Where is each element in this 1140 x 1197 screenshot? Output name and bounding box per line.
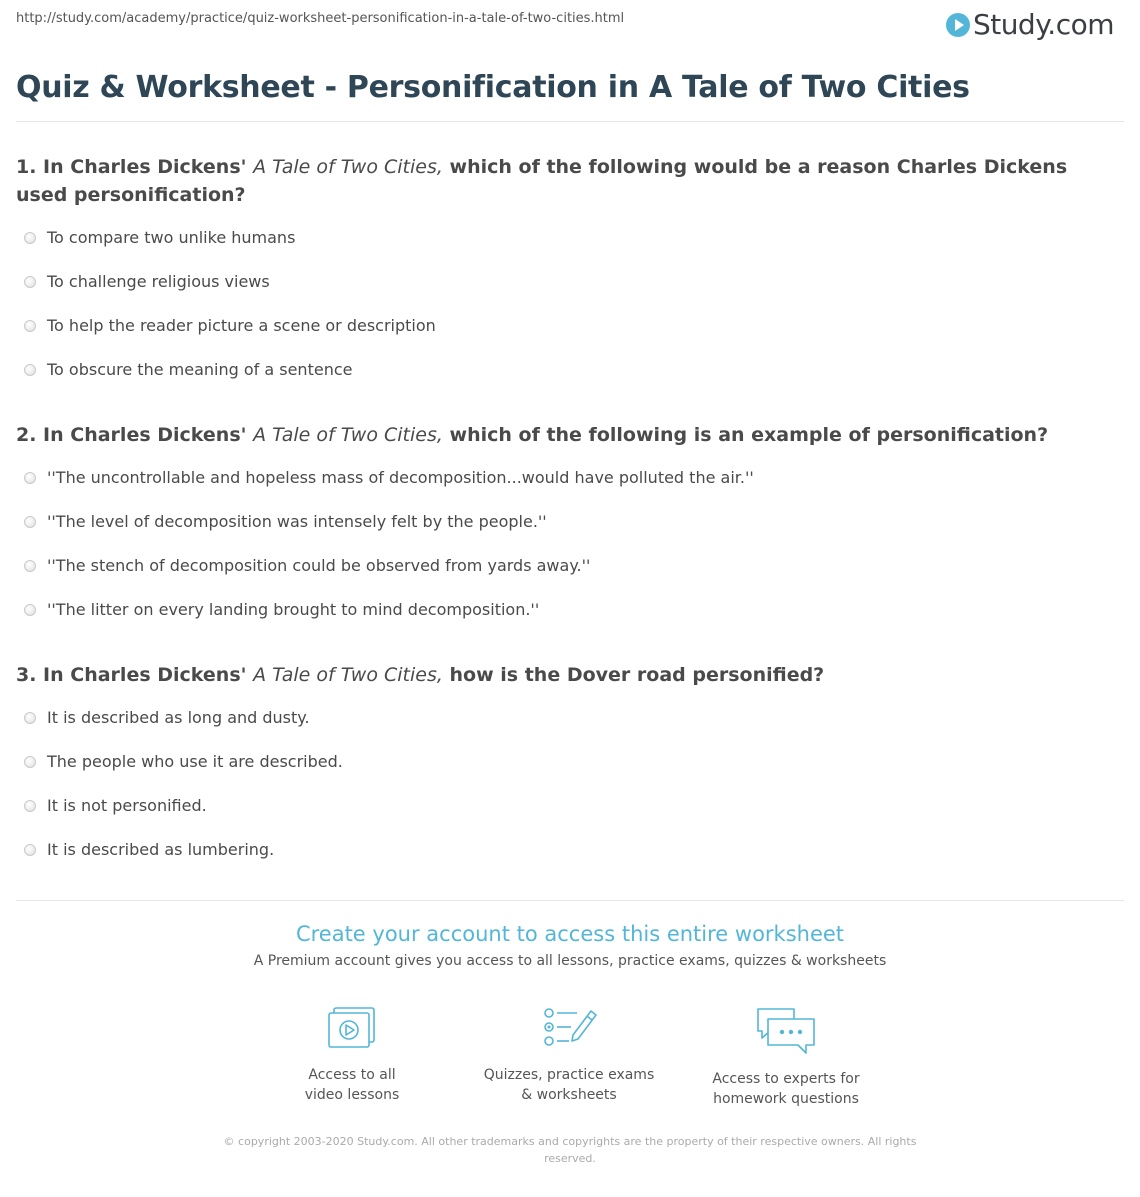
- radio-button[interactable]: [24, 844, 36, 856]
- q1-option-4[interactable]: To obscure the meaning of a sentence: [24, 360, 352, 379]
- q1-option-3[interactable]: To help the reader picture a scene or description: [24, 316, 436, 335]
- radio-button[interactable]: [24, 232, 36, 244]
- cta-divider: [16, 900, 1124, 901]
- chat-bubbles-icon: [754, 1005, 818, 1057]
- radio-button[interactable]: [24, 472, 36, 484]
- radio-button[interactable]: [24, 604, 36, 616]
- cta-title[interactable]: Create your account to access this entire worksheet: [295, 922, 845, 946]
- q1-option-2[interactable]: To challenge religious views: [24, 272, 270, 291]
- q3-option-4[interactable]: It is described as lumbering.: [24, 840, 274, 859]
- q2-option-3[interactable]: ''The stench of decomposition could be observed from yards away.'': [24, 556, 590, 575]
- copyright-notice: © copyright 2003-2020 Study.com. All other trademarks and copyrights are the property of their respective owners. All rights reserved.: [223, 1135, 917, 1165]
- q3-option-1[interactable]: It is described as long and dusty.: [24, 708, 310, 727]
- feature-quizzes: [469, 1005, 669, 1105]
- feature-experts: [686, 1005, 886, 1109]
- radio-button[interactable]: [24, 320, 36, 332]
- q2-option-1[interactable]: ''The uncontrollable and hopeless mass of decomposition...would have polluted the air.'': [24, 468, 754, 487]
- play-logo-icon: [946, 13, 970, 37]
- q2-option-2[interactable]: ''The level of decomposition was intensely felt by the people.'': [24, 512, 547, 531]
- feature-label: Access to experts for homework questions: [712, 1071, 860, 1107]
- q1-option-1[interactable]: To compare two unlike humans: [24, 228, 295, 247]
- cta-subtitle: A Premium account gives you access to all lessons, practice exams, quizzes & worksheets: [253, 953, 887, 969]
- radio-button[interactable]: [24, 800, 36, 812]
- studycom-logo[interactable]: [946, 8, 1114, 41]
- q2-option-4[interactable]: ''The litter on every landing brought to mind decomposition.'': [24, 600, 539, 619]
- question-1: 1. In Charles Dickens' A Tale of Two Cities, which of the following would be a reason Charles Dickens used personification?: [16, 156, 1068, 206]
- radio-button[interactable]: [24, 516, 36, 528]
- page-url: http://study.com/academy/practice/quiz-worksheet-personification-in-a-tale-of-two-cities.html: [16, 11, 625, 26]
- radio-button[interactable]: [24, 560, 36, 572]
- q3-option-2[interactable]: The people who use it are described.: [24, 752, 343, 771]
- question-3: 3. In Charles Dickens' A Tale of Two Cities, how is the Dover road personified?: [16, 664, 825, 686]
- radio-button[interactable]: [24, 276, 36, 288]
- page-title: Quiz & Worksheet - Personification in A Tale of Two Cities: [16, 70, 970, 105]
- question-2: 2. In Charles Dickens' A Tale of Two Cities, which of the following is an example of personification?: [16, 424, 1049, 446]
- radio-button[interactable]: [24, 712, 36, 724]
- quiz-checklist-icon: [541, 1005, 597, 1053]
- radio-button[interactable]: [24, 364, 36, 376]
- feature-label: Access to all video lessons: [304, 1067, 400, 1103]
- video-lessons-icon: [324, 1005, 380, 1053]
- feature-label: Quizzes, practice exams & worksheets: [483, 1067, 655, 1103]
- title-divider: [16, 121, 1124, 122]
- radio-button[interactable]: [24, 756, 36, 768]
- q3-option-3[interactable]: It is not personified.: [24, 796, 207, 815]
- logo-text: Study.com: [972, 8, 1114, 41]
- feature-video-lessons: [252, 1005, 452, 1105]
